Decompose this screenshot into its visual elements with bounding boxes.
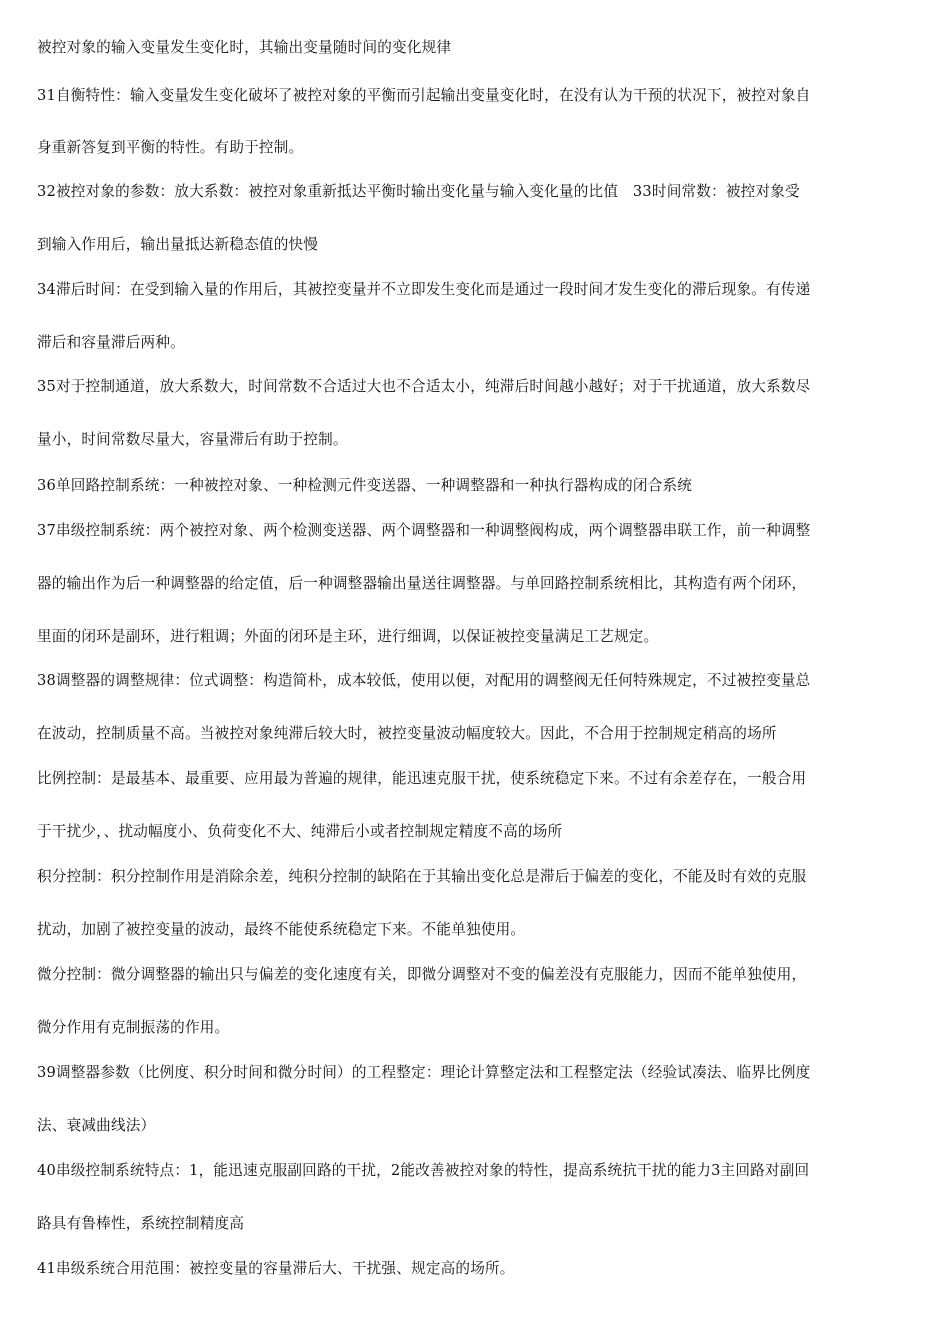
text-line: 34滞后时间：在受到输入量的作用后，其被控变量并不立即发生变化而是通过一段时间才发生变化的滞后现象。有传递 — [37, 281, 811, 298]
text-line: 于干扰少，、扰动幅度小、负荷变化不大、纯滞后小或者控制规定精度不高的场所 — [37, 823, 563, 840]
text-line: 微分控制：微分调整器的输出只与偏差的变化速度有关，即微分调整对不变的偏差没有克服能力，因而不能单独使用， — [37, 966, 807, 983]
text-line: 器的输出作为后一种调整器的给定值，后一种调整器输出量送往调整器。与单回路控制系统相比，其构造有两个闭环， — [37, 575, 807, 592]
text-line: 37串级控制系统：两个被控对象、两个检测变送器、两个调整器和一种调整阀构成，两个调整器串联工作，前一种调整 — [37, 522, 811, 539]
text-line: 扰动，加剧了被控变量的波动，最终不能使系统稳定下来。不能单独使用。 — [37, 921, 526, 938]
text-line: 微分作用有克制振荡的作用。 — [37, 1019, 230, 1036]
text-line: 路具有鲁棒性，系统控制精度高 — [37, 1215, 245, 1232]
text-line: 量小，时间常数尽量大，容量滞后有助于控制。 — [37, 431, 348, 448]
text-line: 身重新答复到平衡的特性。有助于控制。 — [37, 139, 304, 156]
text-line: 里面的闭环是副环，进行粗调；外面的闭环是主环，进行细调，以保证被控变量满足工艺规定。 — [37, 628, 659, 645]
text-line: 32被控对象的参数：放大系数：被控对象重新抵达平衡时输出变化量与输入变化量的比值 33时间常数：被控对象受 — [37, 183, 800, 200]
text-line: 40串级控制系统特点：1，能迅速克服副回路的干扰，2能改善被控对象的特性，提高系统抗干扰的能力3主回路对副回 — [37, 1162, 810, 1179]
text-line: 41串级系统合用范围：被控变量的容量滞后大、干扰强、规定高的场所。 — [37, 1260, 515, 1277]
text-line: 在波动，控制质量不高。当被控对象纯滞后较大时，被控变量波动幅度较大。因此，不合用于控制规定稍高的场所 — [37, 725, 777, 742]
text-line: 积分控制：积分控制作用是消除余差，纯积分控制的缺陷在于其输出变化总是滞后于偏差的变化，不能及时有效的克服 — [37, 868, 807, 885]
text-line: 36单回路控制系统：一种被控对象、一种检测元件变送器、一种调整器和一种执行器构成的闭合系统 — [37, 477, 693, 494]
text-line: 被控对象的输入变量发生变化时，其输出变量随时间的变化规律 — [37, 39, 452, 56]
text-line: 滞后和容量滞后两种。 — [37, 334, 185, 351]
text-line: 比例控制：是最基本、最重要、应用最为普遍的规律，能迅速克服干扰，使系统稳定下来。不过有余差存在，一般合用 — [37, 770, 807, 787]
text-line: 35对于控制通道，放大系数大，时间常数不合适过大也不合适太小，纯滞后时间越小越好；对于干扰通道，放大系数尽 — [37, 378, 811, 395]
text-line: 39调整器参数（比例度、积分时间和微分时间）的工程整定：理论计算整定法和工程整定法（经验试凑法、临界比例度 — [37, 1064, 811, 1081]
text-line: 法、衰减曲线法） — [37, 1117, 156, 1134]
text-line: 31自衡特性：输入变量发生变化破坏了被控对象的平衡而引起输出变量变化时，在没有认为干预的状况下，被控对象自 — [37, 87, 811, 104]
text-line: 38调整器的调整规律：位式调整：构造简朴，成本较低，使用以便，对配用的调整阀无任何特殊规定，不过被控变量总 — [37, 672, 811, 689]
text-line: 到输入作用后，输出量抵达新稳态值的快慢 — [37, 236, 319, 253]
